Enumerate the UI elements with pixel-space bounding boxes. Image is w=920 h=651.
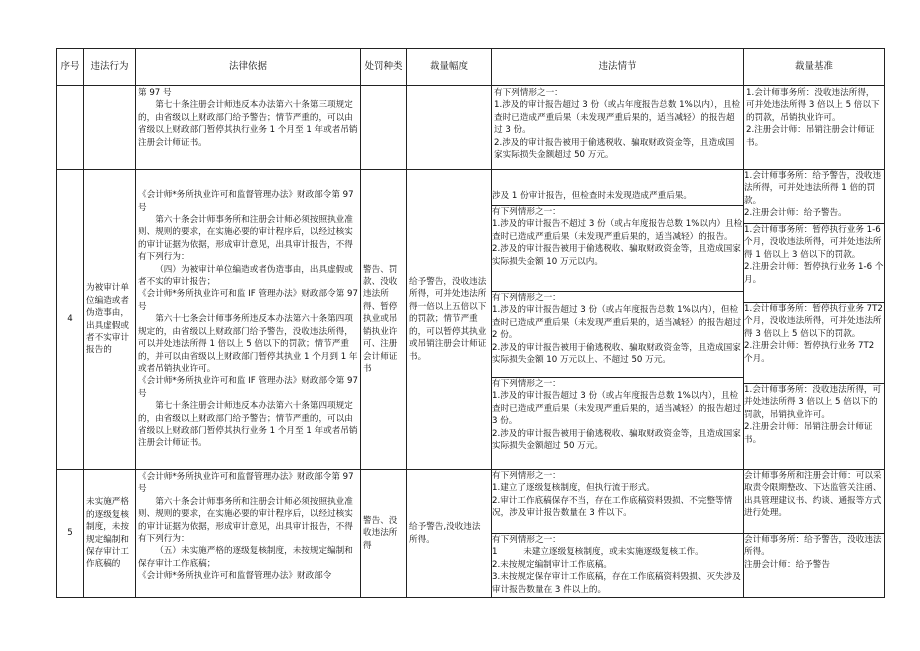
header-circumstance: 违法情节 [492, 49, 744, 86]
row4-circ-4: 有下列情形之一： 1.涉及的审计报告超过 3 份（或占年度报告总数 1%以内），且检查时已造成严重后果（未发现严重后果的，适当减轻）的报告超过 3 份。 2.涉及的审计报告被用于偷逃税收、骗取财政资金等，且造成国家实际损失金额超过 50 万元。 [492, 379, 742, 452]
row4-act: 为被审计单位编造或者伪造事由，出具虚假或者不实审计报告的 [84, 170, 136, 470]
row5-basis-1: 会计师事务所和注册会计师：可以采取责令限期整改、下达监管关注函、出具管理建议书、约谈、通报等方式进行处理。 [744, 470, 885, 534]
row5-circ-2: 有下列情形之一： 1 未建立逐级复核制度，或未实施逐级复核工作。 2.未按规定编制审计工作底稿。 3.未按规定保存审计工作底稿，存在工作底稿资料毁损、灭失涉及审计报告数量在 3 件以上的。 [492, 535, 741, 595]
table-row-continued [57, 86, 885, 170]
row4-law: 《会计师*务所执业许可和监督管理办法》财政部令第 97 号 第六十条会计师事务所和注册会计师必须按照执业准则、规则的要求，在实施必要的审计程序后，以经过核实的审计证据为依据，形成审计意见，出具审计报告，不得有下列行为： （四）为被审计单位编造或者伪造事由，出具虚假或者不实的审计报告； 《会计师*务所执业许可和监 IF 管理办法》财政部令第 97 号 第六十七条会计师事务所违反本办法第六十条第四项规定的，由省级以上财政部门给予警告，没收违法所得，可以并处违法所得 1 倍以上 5 倍以下的罚款；情节严重的，并可以由省级以上财政部门暂停其执业 1 个月到 1 年或者吊销执业许可。 《会计师*务所执业许可和监 IF 管理办法》财政部令第 97 号 第七十条注册会计师违反本办法第六十条第四项规定的，由省级以上财政部门给予警告；情节严重的，可以由省级以上财政部门暂停其执行业务 1 个月至 1 年或者吊销注册会计师证书。 [136, 170, 361, 470]
row5-law: 《会计师*务所执业许可和监督管理办法》财政部令第 97 号 第六十条会计师事务所和注册会计师必须按照执业准则、规则的要求，在实施必要的审计程序后，以经过核实的审计证据为依据，形成审计意见，出具审计报告，不得有下列行为： （五）未实施严格的逐级复核制度，未按规定编制和保存审计工作底稿； 《会计师*务所执业许可和监督管理办法》财政部令 [136, 470, 361, 598]
header-law: 法律依据 [136, 49, 361, 86]
row4-basis-3: 1.会计师事务所：暂停执行业务 7T2 个月，没收违法所得，可并处违法所得 3 倍以上 5 倍以下的罚款。 2.注册会计师：暂停执行业务 7T2 个月。 [744, 303, 885, 384]
header-row [57, 49, 885, 86]
header-penalty: 处罚种类 [361, 49, 407, 86]
row4-num: 4 [57, 170, 84, 470]
row4-circumstances [492, 170, 744, 470]
row4-circ-3: 有下列情形之一： 1.涉及的审计报告超过 3 份（或占年度报告总数 1%以内），但检查时已造成严重后果（未发现严重后果的，适当减轻）的报告超过 2 份。 2.涉及的审计报告被用于偷逃税收、骗取财政资金等，且造成国家实际损失金额 10 万元以上、不超过 50 万元。 [492, 292, 744, 378]
cont-num [57, 86, 84, 170]
cont-act [84, 86, 136, 170]
header-act: 违法行为 [84, 49, 136, 86]
cont-basis: 1.会计师事务所：没收违法所得，可并处违法所得 3 倍以上 5 倍以下的罚款，吊销执业许可。 2.注册会计师：吊销注册会计师证书。 [744, 86, 885, 170]
header-range: 裁量幅度 [407, 49, 492, 86]
row5-act: 未实施严格的逐级复核制度，未按规定编制和保存审计工作底稿的 [84, 470, 136, 598]
header-basis: 裁量基准 [744, 49, 885, 86]
cont-law: 第 97 号 第七十条注册会计师违反本办法第六十条第三项规定的，由省级以上财政部门给予警告；情节严重的，可以由省级以上财政部门暂停其执行业务 1 个月至 1 年或者吊销注册会计师证书。 [136, 86, 361, 170]
cont-range [407, 86, 492, 170]
row4-circ-1: 涉及 1 份审计报告，但检查时未发现造成严重后果。 [492, 170, 744, 206]
header-num: 序号 [57, 49, 84, 86]
row4-range: 给予警告，没收违法所得，可并处违法所得一倍以上五倍以下的罚款；情节严重的，可以暂停其执业或吊销注册会计师证书。 [407, 170, 492, 470]
row4-basis [744, 170, 885, 470]
table-row-5 [57, 470, 885, 598]
page [56, 48, 884, 598]
row4-penalty: 警告、罚款、没收违法所得、暂停执业或吊销执业许可、注册会计师证书 [361, 170, 407, 470]
row5-circ-1: 有下列情形之一： 1.建立了逐级复核制度，但执行流于形式。 2.审计工作底稿保存不当，存在工作底稿资料毁损、不完整等情况，涉及审计报告数量在 3 件以下。 [492, 470, 744, 534]
row5-basis [744, 470, 885, 598]
row4-basis-4: 1.会计师事务所：没收违法所得，可并处违法所得 3 倍以上 5 倍以下的罚款，吊销执业许可。 2.注册会计师：吊销注册会计师证书。 [744, 385, 882, 445]
cont-circumstance: 有下列情形之一： 1.涉及的审计报告超过 3 份（或占年度报告总数 1%以内），且检查时已造成严重后果（未发现严重后果的，适当减轻）的报告超过 3 份。 2.涉及的审计报告被用于偷逃税收、骗取财政资金等，且造成国家实际损失金额超过 50 万元。 [492, 86, 744, 170]
row5-range: 给予警告,没收违法所得。 [407, 470, 492, 598]
cont-penalty [361, 86, 407, 170]
row5-circumstances [492, 470, 744, 598]
row5-penalty: 警告、没收违法所得 [361, 470, 407, 598]
row4-circ-2: 有下列情形之一： 1.涉及的审计报告不超过 3 份（或占年度报告总数 1%以内）且检查时已造成严重后果（未发现严重后果的，适当减轻）的报告。 2.涉及的审计报告被用于偷逃税收、骗取财政资金等，且造成国家实际损失金额 10 万元以内。 [492, 206, 744, 292]
row4-basis-2: 1.会计师事务所：暂停执行业务 1-6 个月，没收违法所得，可并处违法所得 1 倍以上 3 倍以下的罚款。 2.注册会计师：暂停执行业务 1-6 个月。 [744, 224, 885, 303]
table-row-4 [57, 170, 885, 470]
penalty-table [56, 48, 885, 598]
row5-basis-2: 会计师事务所：给予警告，没收违法所得。 注册会计师：给予警告 [744, 535, 882, 570]
row5-num: 5 [57, 470, 84, 598]
row4-basis-1: 1.会计师事务所：给予警告，没收违法所得，可并处违法所得 1 倍的罚款。 2.注册会计师：给予警告。 [744, 170, 885, 224]
